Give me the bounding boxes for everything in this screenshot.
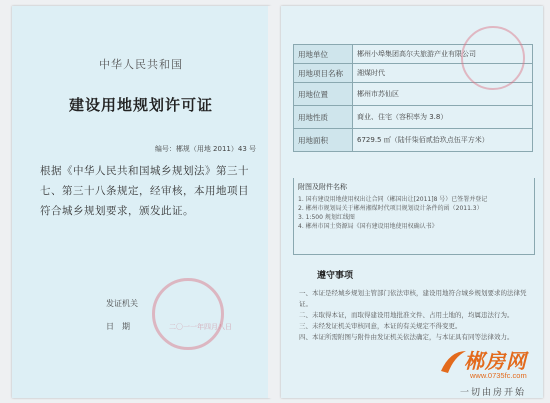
certificate-body-text: 根据《中华人民共和国城乡规划法》第三十七、第三十八条规定，经审核，本用地项目符合城乡规划要求，颁发此证。	[40, 165, 249, 217]
logo-url: www.0735fc.com	[470, 371, 527, 380]
seal-date: 二〇一一年四月八日	[169, 323, 232, 331]
note-item: 一、本证是经城乡规划主管部门依法审核，建设用地符合城乡规划要求的法律凭证。	[299, 289, 527, 308]
logo-slogan: 一切由房开始	[460, 388, 527, 398]
row-label: 用地项目名称	[294, 64, 353, 83]
certificate-number	[155, 144, 256, 154]
row-value: 6729.5 ㎡（陆仟柒佰贰拾玖点伍平方米）	[353, 129, 533, 152]
table-row	[294, 129, 533, 152]
note-item: 四、本证所需附图与附件由发证机关依法确定，与本证具有同等法律效力。	[299, 333, 514, 341]
notes-title: 遵守事项	[317, 271, 354, 281]
page-fold	[268, 6, 281, 398]
issuer-label: 发证机关	[106, 299, 138, 308]
number-value: 郴规（用地 2011）43 号	[175, 145, 256, 153]
number-label: 编号：	[154, 145, 176, 153]
official-seal-left	[152, 278, 224, 350]
row-value: 郴州市苏仙区	[353, 83, 533, 106]
row-value: 湘煤时代	[353, 64, 533, 83]
notes-list	[299, 288, 531, 343]
row-label: 用地位置	[294, 83, 353, 106]
official-seal-right	[461, 26, 525, 90]
date-label: 日 期	[106, 322, 130, 331]
row-label: 用地性质	[294, 106, 353, 129]
note-item: 二、未取得本证，而取得建设用地批准文件、占用土地的，均属违法行为。	[299, 311, 514, 319]
row-label: 用地面积	[294, 129, 353, 152]
certificate-title: 建设用地规划许可证	[68, 96, 213, 114]
attachments-title: 附图及附件名称	[298, 183, 347, 191]
attachments-box	[293, 178, 535, 255]
attachment-item: 2. 郴州市规划局关于郴州湘煤时代项目规划设计条件的函（2011.3）	[298, 205, 483, 212]
attachment-item: 4. 郴州市国土资源局《国有建设用地使用权确认书》	[298, 223, 438, 230]
site-logo	[438, 345, 548, 401]
certificate-detail-page	[281, 6, 543, 398]
row-value: 商业、住宅（容积率为 3.8）	[353, 106, 533, 129]
row-value: 郴州小埠集团高尔夫旅游产业有限公司	[353, 45, 533, 64]
note-item: 三、未经发证机关审核同意，本证的有关规定不得变更。	[299, 322, 462, 330]
table-row	[294, 106, 533, 129]
logo-name: 郴房网	[464, 349, 527, 373]
certificate-cover-page	[12, 6, 270, 398]
country-name: 中华人民共和国	[99, 58, 183, 71]
attachment-item: 1. 国有建设用地使用权出让合同（郴国出让[2011]8 号）已签署并登记	[298, 196, 488, 203]
attachment-item: 3. 1:500 规划红线图	[298, 214, 355, 221]
row-label: 用地单位	[294, 45, 353, 64]
